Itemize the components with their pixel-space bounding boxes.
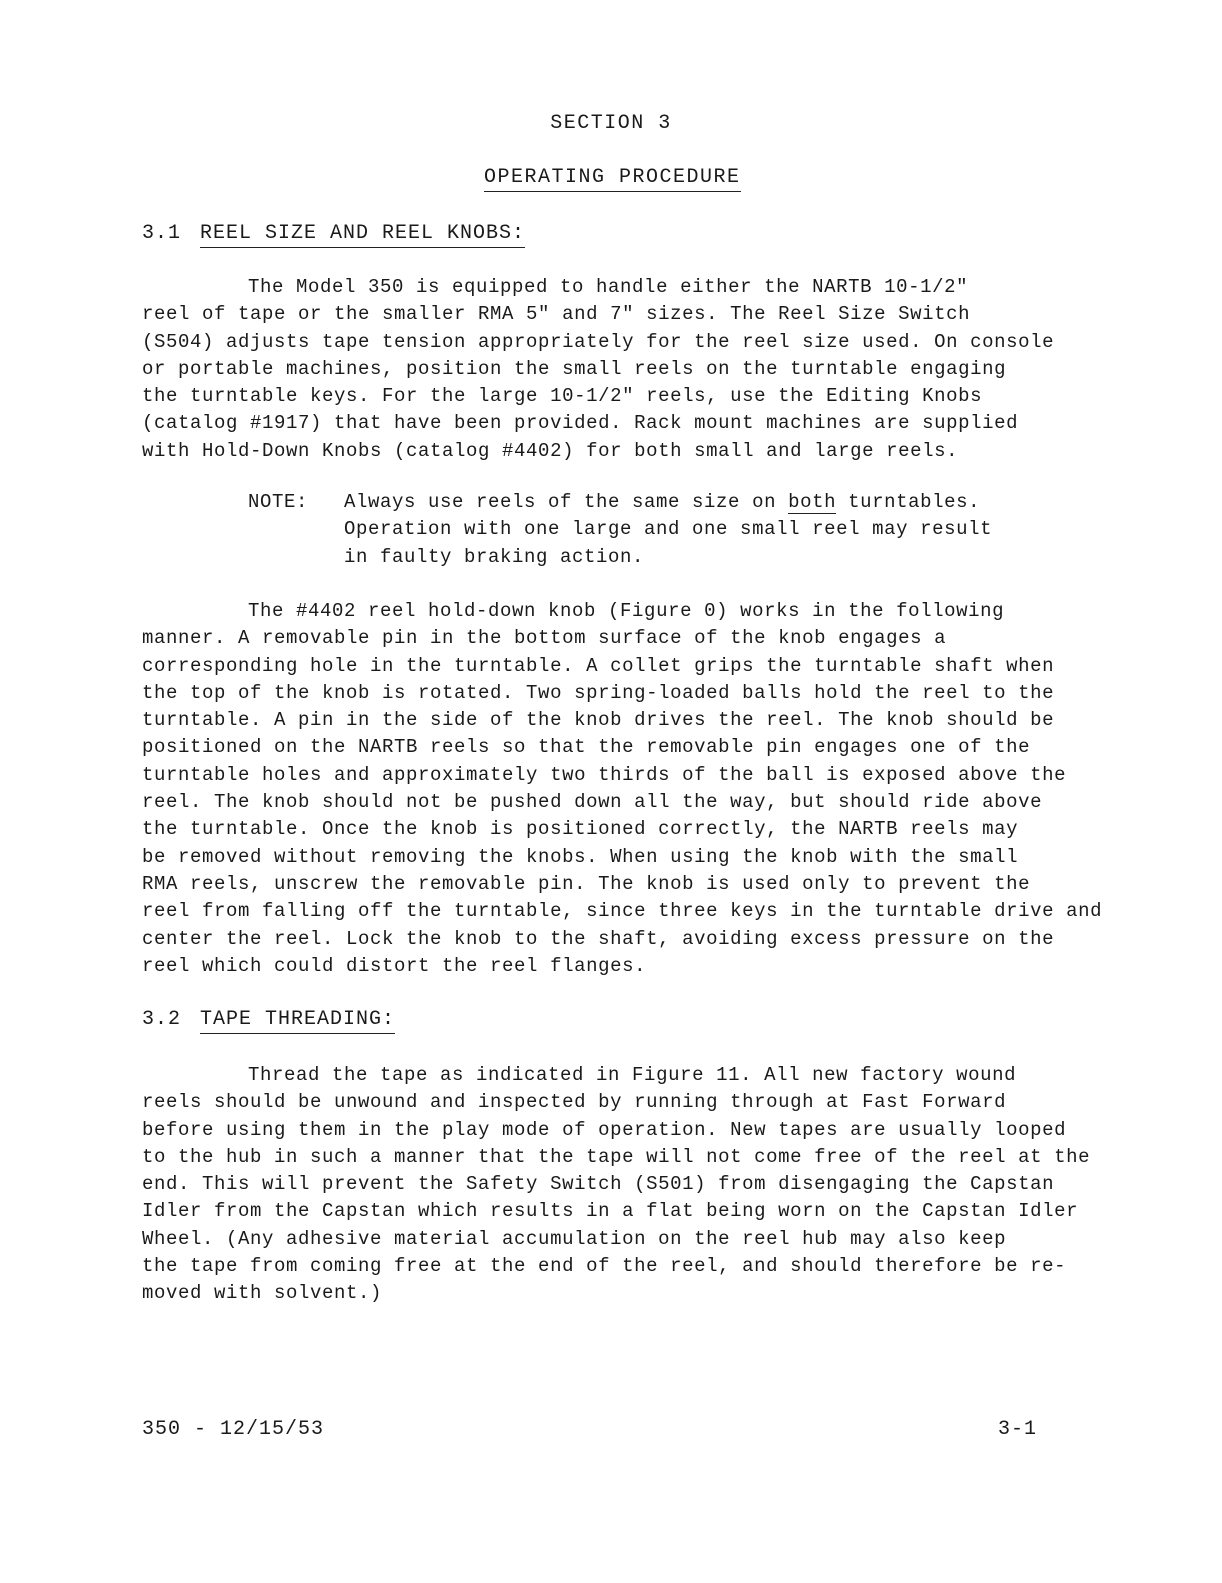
text-line: turntable holes and approximately two thirds of the ball is exposed above the <box>142 763 1067 786</box>
text-line: moved with solvent.) <box>142 1282 383 1305</box>
text-line: with Hold-Down Knobs (catalog #4402) for both small and large reels. <box>142 439 959 462</box>
text-line: reel of tape or the smaller RMA 5" and 7" sizes. The Reel Size Switch <box>142 303 971 326</box>
paragraph-threading <box>142 1062 1091 1308</box>
note-line <box>248 489 992 516</box>
text-line: The Model 350 is equipped to handle either the NARTB 10-1/2" <box>248 276 969 298</box>
note-text: Always use reels of the same size on <box>344 491 789 513</box>
paragraph-reel-size <box>142 274 1077 465</box>
text-line: reel which could distort the reel flanges. <box>142 954 647 977</box>
note-block <box>248 489 992 571</box>
section-heading-3-2 <box>142 1008 395 1031</box>
section-title: SECTION 3 <box>550 112 672 135</box>
text-line: the top of the knob is rotated. Two spring-loaded balls hold the reel to the <box>142 681 1055 704</box>
section-heading-text: REEL SIZE AND REEL KNOBS: <box>200 222 525 248</box>
footer-model-date: 350 - 12/15/53 <box>142 1418 325 1441</box>
note-label: NOTE: <box>248 491 309 513</box>
text-line: end. This will prevent the Safety Switch (S501) from disengaging the Capstan <box>142 1173 1055 1196</box>
section-subtitle: OPERATING PROCEDURE <box>484 166 741 192</box>
section-number: 3.1 <box>142 222 182 245</box>
section-number: 3.2 <box>142 1008 182 1031</box>
text-line: reel from falling off the turntable, since three keys in the turntable drive and <box>142 900 1103 923</box>
note-emphasis: both <box>788 491 837 513</box>
text-line: reel. The knob should not be pushed down all the way, but should ride above <box>142 791 1043 814</box>
text-line: Idler from the Capstan which results in a flat being worn on the Capstan Idler <box>142 1200 1079 1223</box>
text-line: be removed without removing the knobs. When using the knob with the small <box>142 845 1019 868</box>
paragraph-knob <box>142 598 1103 980</box>
text-line: before using them in the play mode of operation. New tapes are usually looped <box>142 1118 1067 1141</box>
text-line: The #4402 reel hold-down knob (Figure 0) works in the following <box>248 600 1005 622</box>
section-heading-text: TAPE THREADING: <box>200 1008 395 1034</box>
text-line: reels should be unwound and inspected by running through at Fast Forward <box>142 1091 1007 1114</box>
text-line: or portable machines, position the small reels on the turntable engaging <box>142 357 1007 380</box>
text-line: manner. A removable pin in the bottom surface of the knob engages a <box>142 627 947 650</box>
text-line: Wheel. (Any adhesive material accumulation on the reel hub may also keep <box>142 1227 1007 1250</box>
note-text: turntables. <box>836 491 981 513</box>
text-line: (S504) adjusts tape tension appropriately for the reel size used. On console <box>142 330 1055 353</box>
text-line: RMA reels, unscrew the removable pin. The knob is used only to prevent the <box>142 872 1031 895</box>
text-line: (catalog #1917) that have been provided. Rack mount machines are supplied <box>142 412 1019 435</box>
text-line: corresponding hole in the turntable. A collet grips the turntable shaft when <box>142 654 1055 677</box>
footer-page-number: 3-1 <box>998 1418 1038 1441</box>
section-heading-3-1 <box>142 222 525 245</box>
text-line: Thread the tape as indicated in Figure 11. All new factory wound <box>248 1064 1017 1086</box>
text-line: turntable. A pin in the side of the knob drives the reel. The knob should be <box>142 709 1055 732</box>
text-line: the tape from coming free at the end of the reel, and should therefore be re- <box>142 1255 1067 1278</box>
text-line: the turntable keys. For the large 10-1/2" reels, use the Editing Knobs <box>142 385 983 408</box>
note-line: Operation with one large and one small reel may result <box>344 518 993 541</box>
text-line: the turntable. Once the knob is positioned correctly, the NARTB reels may <box>142 818 1019 841</box>
text-line: positioned on the NARTB reels so that the removable pin engages one of the <box>142 736 1031 759</box>
note-line: in faulty braking action. <box>344 545 645 568</box>
text-line: to the hub in such a manner that the tape will not come free of the reel at the <box>142 1145 1091 1168</box>
text-line: center the reel. Lock the knob to the shaft, avoiding excess pressure on the <box>142 927 1055 950</box>
